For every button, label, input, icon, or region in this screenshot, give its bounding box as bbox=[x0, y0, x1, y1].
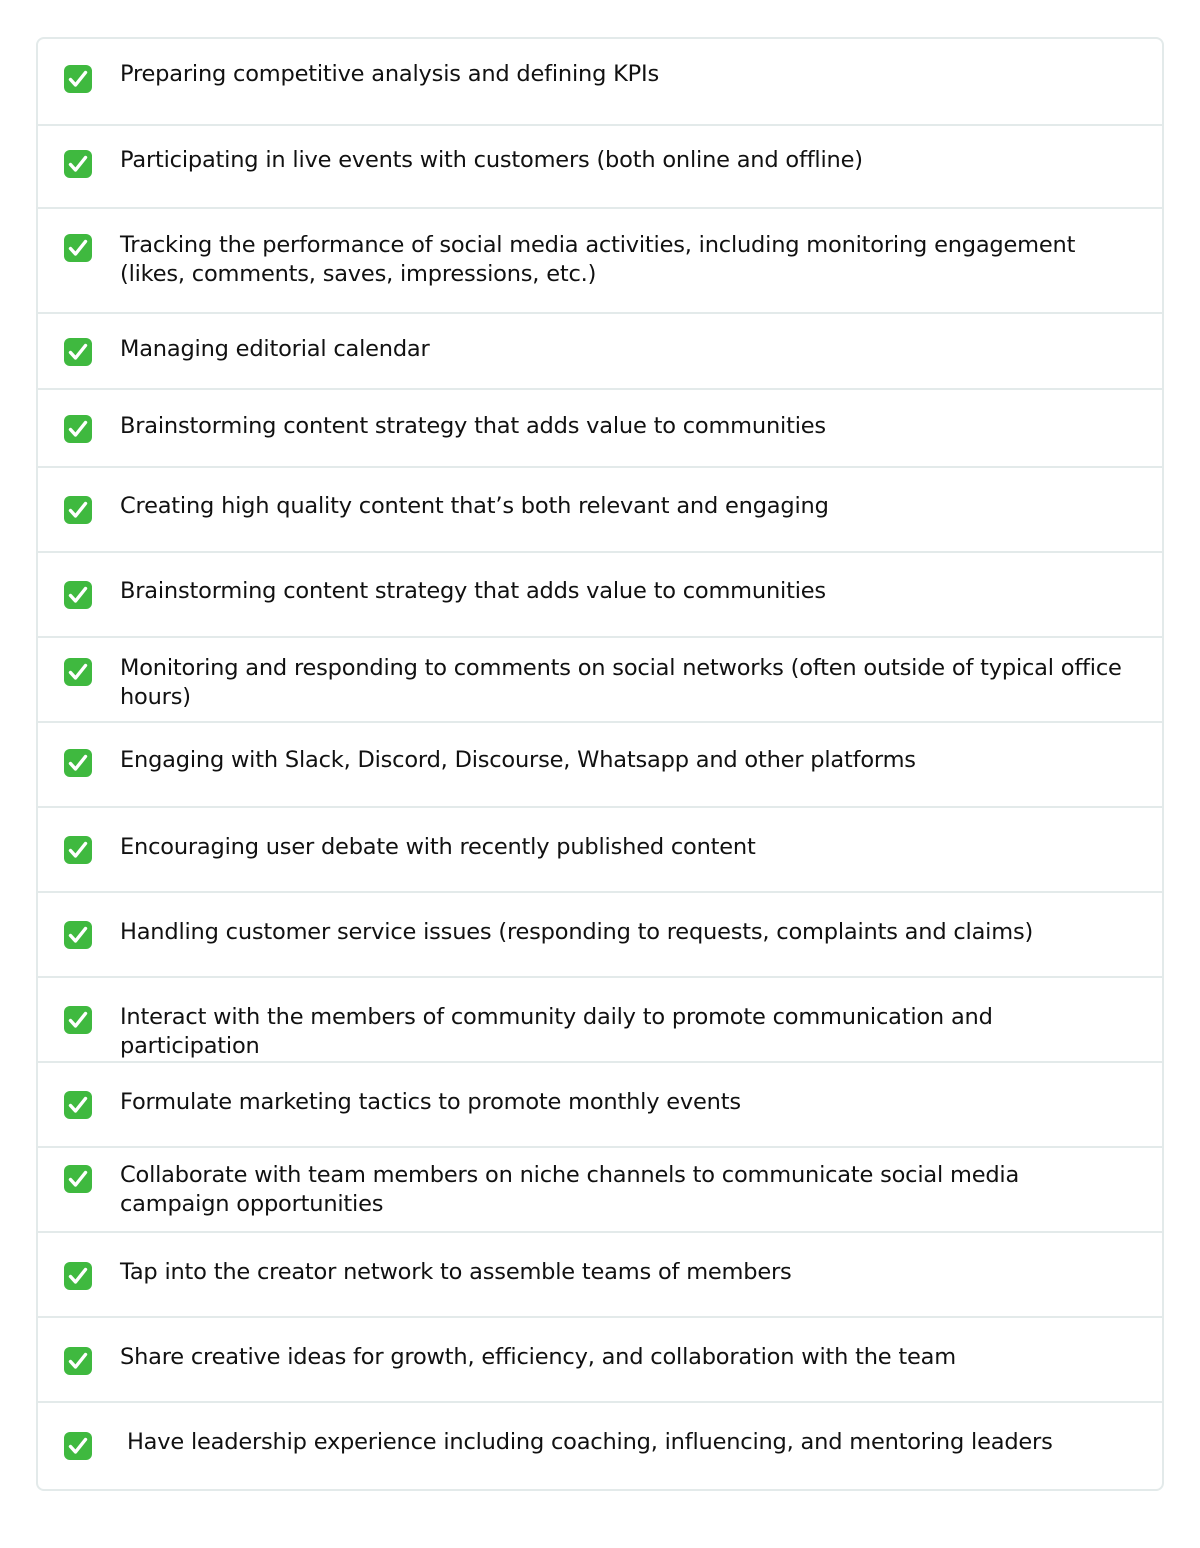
list-item-text: Collaborate with team members on niche channels to communicate social media campaign opportunities bbox=[120, 1162, 1027, 1217]
list-item bbox=[38, 723, 1162, 808]
list-item bbox=[38, 314, 1162, 390]
check-mark-icon bbox=[64, 150, 92, 178]
list-item-text: Interact with the members of community daily to promote communication and participation bbox=[120, 1004, 1000, 1059]
list-item bbox=[38, 468, 1162, 553]
list-item-text: Tap into the creator network to assemble teams of members bbox=[120, 1259, 792, 1285]
list-item bbox=[38, 808, 1162, 893]
list-item bbox=[38, 126, 1162, 209]
check-mark-icon bbox=[64, 921, 92, 949]
check-mark-icon bbox=[64, 1347, 92, 1375]
check-mark-icon bbox=[64, 234, 92, 262]
list-item bbox=[38, 390, 1162, 468]
list-item bbox=[38, 553, 1162, 638]
check-mark-icon bbox=[64, 496, 92, 524]
check-mark-icon bbox=[64, 415, 92, 443]
list-item bbox=[38, 39, 1162, 126]
list-item bbox=[38, 1403, 1162, 1491]
check-mark-icon bbox=[64, 338, 92, 366]
check-mark-icon bbox=[64, 1262, 92, 1290]
list-item-text: Formulate marketing tactics to promote monthly events bbox=[120, 1089, 741, 1115]
list-item-text: Tracking the performance of social media activities, including monitoring engagement (likes, comments, saves, impressions, etc.) bbox=[120, 232, 1083, 287]
list-item-text: Brainstorming content strategy that adds value to communities bbox=[120, 578, 826, 604]
list-item bbox=[38, 1148, 1162, 1233]
list-item-text: Managing editorial calendar bbox=[120, 336, 430, 362]
list-item bbox=[38, 893, 1162, 978]
check-mark-icon bbox=[64, 836, 92, 864]
list-item-text: Brainstorming content strategy that adds value to communities bbox=[120, 413, 826, 439]
check-mark-icon bbox=[64, 65, 92, 93]
list-item-text: Participating in live events with customers (both online and offline) bbox=[120, 147, 863, 173]
check-mark-icon bbox=[64, 1006, 92, 1034]
list-item bbox=[38, 638, 1162, 723]
check-mark-icon bbox=[64, 1165, 92, 1193]
list-item bbox=[38, 978, 1162, 1063]
list-item bbox=[38, 209, 1162, 314]
check-mark-icon bbox=[64, 658, 92, 686]
check-mark-icon bbox=[64, 1432, 92, 1460]
list-item-text: Encouraging user debate with recently published content bbox=[120, 834, 756, 860]
list-item-text: Preparing competitive analysis and defining KPIs bbox=[120, 61, 659, 87]
check-mark-icon bbox=[64, 1091, 92, 1119]
check-mark-icon bbox=[64, 749, 92, 777]
list-item bbox=[38, 1318, 1162, 1403]
list-item bbox=[38, 1063, 1162, 1148]
check-mark-icon bbox=[64, 581, 92, 609]
checklist-card bbox=[36, 37, 1164, 1491]
list-item-text: Engaging with Slack, Discord, Discourse, Whatsapp and other platforms bbox=[120, 747, 916, 773]
list-item-text: Monitoring and responding to comments on social networks (often outside of typical office hours) bbox=[120, 655, 1129, 710]
list-item-text: Handling customer service issues (responding to requests, complaints and claims) bbox=[120, 919, 1034, 945]
list-item bbox=[38, 1233, 1162, 1318]
list-item-text: Share creative ideas for growth, efficiency, and collaboration with the team bbox=[120, 1344, 956, 1370]
list-item-text: Creating high quality content that’s both relevant and engaging bbox=[120, 493, 829, 519]
list-item-text: Have leadership experience including coaching, influencing, and mentoring leaders bbox=[120, 1429, 1053, 1455]
